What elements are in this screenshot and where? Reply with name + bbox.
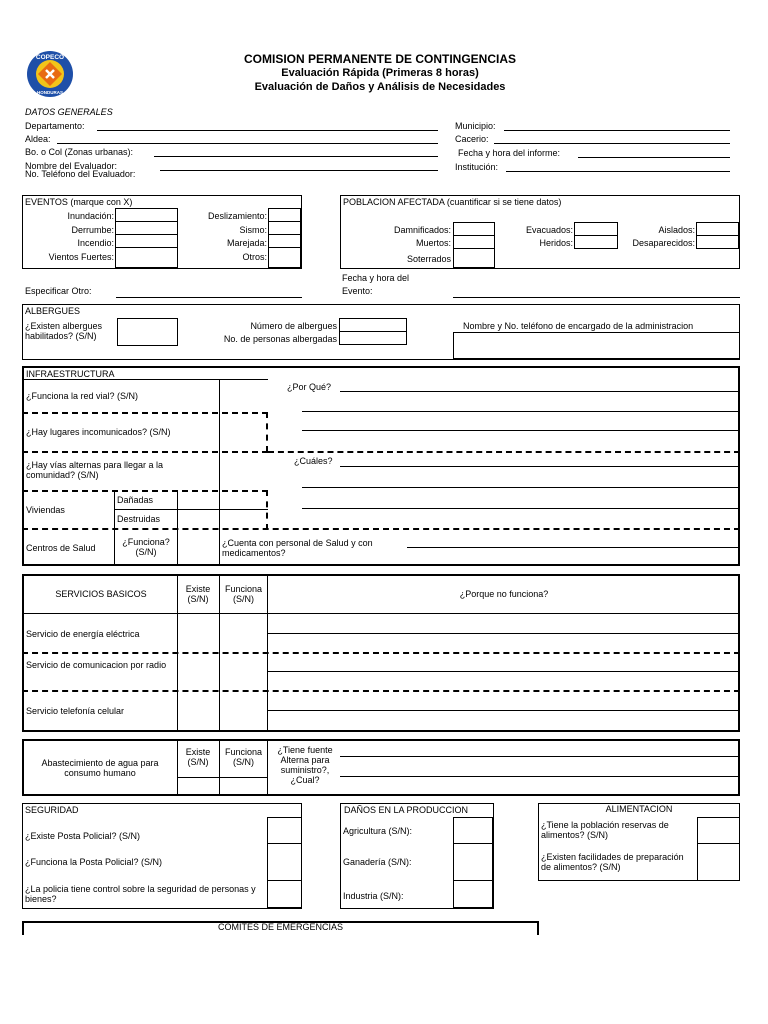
colonia-field[interactable] (154, 156, 438, 157)
municipio-label: Municipio: (455, 121, 496, 131)
destruidas-label: Destruidas (117, 514, 161, 524)
por-que-field-1[interactable] (340, 391, 740, 392)
agua-fuente-line-2[interactable] (340, 776, 740, 777)
fecha-evento-label-1: Fecha y hora del (342, 273, 410, 283)
numero-albergues-label: Número de albergues (250, 321, 337, 331)
eventos-title: EVENTOS (marque con X) (25, 197, 133, 207)
divider (22, 528, 740, 530)
agricultura-label: Agricultura (S/N): (343, 826, 413, 836)
cuales-label: ¿Cuáles? (294, 456, 333, 466)
svg-text:HONDURAS: HONDURAS (36, 90, 64, 95)
viviendas-label: Viviendas (26, 505, 65, 515)
muertos-input[interactable] (453, 235, 495, 249)
posta-existe-label: ¿Existe Posta Policial? (S/N) (25, 831, 141, 841)
damnificados-label: Damnificados: (393, 225, 451, 235)
existen-albergues-label: ¿Existen albergues habilitados? (S/N) (25, 321, 103, 341)
soterrados-input[interactable] (453, 248, 495, 268)
por-que-field-2[interactable] (302, 411, 740, 412)
evento-checkbox-sismo[interactable] (268, 221, 301, 235)
agricultura-input[interactable] (453, 817, 493, 844)
poblacion-title: POBLACION AFECTADA (cuantificar si se tiene datos) (343, 197, 562, 207)
especificar-otro-field[interactable] (116, 297, 302, 298)
servicio-energia-label: Servicio de energía eléctrica (26, 629, 140, 639)
aislados-input[interactable] (696, 222, 739, 236)
agua-existe-header: Existe (S/N) (185, 747, 211, 767)
evento-label-deslizamiento: Deslizamiento: (207, 211, 267, 221)
evento-label-inundacion: Inundación: (67, 211, 114, 221)
posta-funciona-input[interactable] (267, 843, 302, 881)
seguridad-title: SEGURIDAD (25, 805, 79, 815)
preparacion-alimentos-input[interactable] (697, 843, 740, 881)
albergues-title: ALBERGUES (25, 306, 81, 316)
red-vial-label: ¿Funciona la red vial? (S/N) (26, 391, 139, 401)
servicio-radio-label: Servicio de comunicacion por radio (26, 660, 167, 670)
caserio-label: Cacerio: (455, 134, 489, 144)
policia-control-label: ¿La policia tiene control sobre la seguridad de personas y bienes? (25, 884, 256, 904)
reservas-alimentos-label: ¿Tiene la población reservas de alimentos? (S/N) (541, 820, 669, 840)
evento-label-marejada: Marejada: (226, 238, 267, 248)
funciona-header: Funciona (S/N) (224, 584, 263, 604)
form-subtitle-1: Evaluación Rápida (Primeras 8 horas) (281, 67, 479, 79)
industria-input[interactable] (453, 880, 493, 908)
ganaderia-label: Ganadería (S/N): (343, 857, 412, 867)
preparacion-alimentos-label: ¿Existen facilidades de preparación de alimentos? (S/N) (541, 852, 684, 872)
muertos-label: Muertos: (415, 238, 451, 248)
evento-label-sismo: Sismo: (239, 225, 267, 235)
divider (114, 509, 268, 510)
caserio-field[interactable] (494, 143, 730, 144)
divider (114, 528, 115, 566)
produccion-title: DAÑOS EN LA PRODUCCION (344, 805, 469, 815)
evento-checkbox-deslizamiento[interactable] (268, 208, 301, 222)
divider (219, 379, 220, 529)
vias-alternas-label: ¿Hay vías alternas para llegar a la comunidad? (S/N) (26, 460, 164, 480)
aislados-label: Aislados: (658, 225, 695, 235)
porque-header: ¿Porque no funciona? (459, 589, 549, 599)
personal-salud-field[interactable] (407, 547, 740, 548)
agua-fuente-label: ¿Tiene fuente Alterna para suministro?, ¿Cual? (277, 745, 333, 785)
form-subtitle-2: Evaluación de Daños y Análisis de Necesidades (254, 81, 506, 93)
fecha-evento-field[interactable] (453, 297, 740, 298)
evacuados-input[interactable] (574, 222, 618, 236)
fecha-informe-label: Fecha y hora del informe: (458, 148, 561, 158)
incomunicados-label: ¿Hay lugares incomunicados? (S/N) (26, 427, 171, 437)
divider (177, 528, 178, 566)
posta-funciona-label: ¿Funciona la Posta Policial? (S/N) (25, 857, 163, 867)
fecha-evento-label-2: Evento: (342, 286, 373, 296)
encargado-label: Nombre y No. teléfono de encargado de la administracion (463, 321, 694, 331)
divider (22, 690, 740, 692)
evento-checkbox-derrumbe[interactable] (115, 221, 178, 235)
personal-salud-label: ¿Cuenta con personal de Salud y con medicamentos? (222, 538, 373, 558)
centros-salud-label: Centros de Salud (26, 543, 96, 553)
infraestructura-title: INFRAESTRUCTURA (26, 369, 115, 379)
evento-checkbox-incendio[interactable] (115, 234, 178, 248)
departamento-field[interactable] (97, 130, 438, 131)
existen-albergues-input[interactable] (117, 318, 178, 346)
svg-text:COPECO: COPECO (35, 54, 65, 61)
agua-fuente-line-1[interactable] (340, 756, 740, 757)
divider (267, 739, 268, 796)
divider (22, 379, 268, 380)
numero-albergues-input[interactable] (339, 318, 407, 332)
evento-checkbox-inundacion[interactable] (115, 208, 178, 222)
comites-title: COMITES DE EMERGENCIAS (217, 922, 343, 932)
personas-albergadas-input[interactable] (339, 331, 407, 345)
evento-label-derrumbe: Derrumbe: (71, 225, 114, 235)
divider (266, 412, 268, 452)
colonia-label: Bo. o Col (Zonas urbanas): (25, 147, 134, 157)
servicio-celular-label: Servicio telefonía celular (26, 706, 125, 716)
posta-existe-input[interactable] (267, 817, 302, 844)
por-que-field-3[interactable] (302, 430, 740, 431)
cuales-field-2[interactable] (302, 487, 740, 488)
institucion-field[interactable] (506, 171, 730, 172)
institucion-label: Institución: (455, 162, 499, 172)
alimentacion-title: ALIMENTACION (605, 804, 673, 814)
industria-label: Industria (S/N): (343, 891, 404, 901)
divider (177, 777, 268, 778)
divider (268, 451, 740, 453)
servicios-title: SERVICIOS BASICOS (55, 589, 147, 599)
heridos-label: Heridos: (539, 238, 573, 248)
divider (22, 451, 268, 453)
cuales-field-3[interactable] (302, 508, 740, 509)
heridos-input[interactable] (574, 235, 618, 249)
energia-porque-line[interactable] (268, 633, 740, 634)
existe-header: Existe (S/N) (185, 584, 211, 604)
aldea-field[interactable] (57, 143, 438, 144)
evaluador-field[interactable] (160, 170, 438, 171)
evento-label-otros: Otros: (242, 252, 267, 262)
cuales-field-1[interactable] (340, 466, 740, 467)
evento-label-incendio: Incendio: (77, 238, 114, 248)
divider (22, 412, 268, 414)
divider (22, 613, 740, 614)
especificar-otro-label: Especificar Otro: (25, 286, 92, 296)
fecha-informe-field[interactable] (578, 157, 730, 158)
evento-label-vientos: Vientos Fuertes: (48, 252, 114, 262)
evento-checkbox-vientos[interactable] (115, 247, 178, 268)
divider (266, 490, 268, 530)
ganaderia-input[interactable] (453, 843, 493, 881)
divider (22, 490, 268, 492)
form-title: COMISION PERMANENTE DE CONTINGENCIAS (243, 52, 516, 66)
divider (22, 652, 740, 654)
divider (219, 528, 220, 566)
por-que-label: ¿Por Qué? (287, 382, 332, 392)
evacuados-label: Evacuados: (525, 225, 573, 235)
personas-albergadas-label: No. de personas albergadas (223, 334, 337, 344)
policia-control-input[interactable] (267, 880, 302, 908)
funciona-centro-label: ¿Funciona? (S/N) (122, 537, 170, 557)
reservas-alimentos-input[interactable] (697, 817, 740, 844)
desaparecidos-input[interactable] (696, 235, 739, 249)
damnificados-input[interactable] (453, 222, 495, 236)
evaluador-label: Nombre del Evaluador: (25, 161, 118, 171)
telefono-evaluador-label: No. Teléfono del Evaluador: (25, 170, 136, 178)
encargado-input[interactable] (453, 332, 740, 359)
aldea-label: Aldea: (25, 134, 51, 144)
departamento-label: Departamento: (25, 121, 85, 131)
soterrados-label: Soterrados (406, 254, 451, 264)
radio-porque-line[interactable] (268, 671, 740, 672)
copeco-logo (26, 50, 74, 98)
evento-checkbox-marejada[interactable] (268, 234, 301, 248)
agua-label: Abastecimiento de agua para consumo humano (41, 758, 159, 778)
celular-porque-line[interactable] (268, 710, 740, 711)
evento-checkbox-otros[interactable] (268, 247, 301, 268)
datos-generales-title: DATOS GENERALES (25, 107, 113, 117)
agua-funciona-header: Funciona (S/N) (224, 747, 263, 767)
desaparecidos-label: Desaparecidos: (632, 238, 695, 248)
municipio-field[interactable] (504, 130, 730, 131)
danadas-label: Dañadas (117, 495, 154, 505)
